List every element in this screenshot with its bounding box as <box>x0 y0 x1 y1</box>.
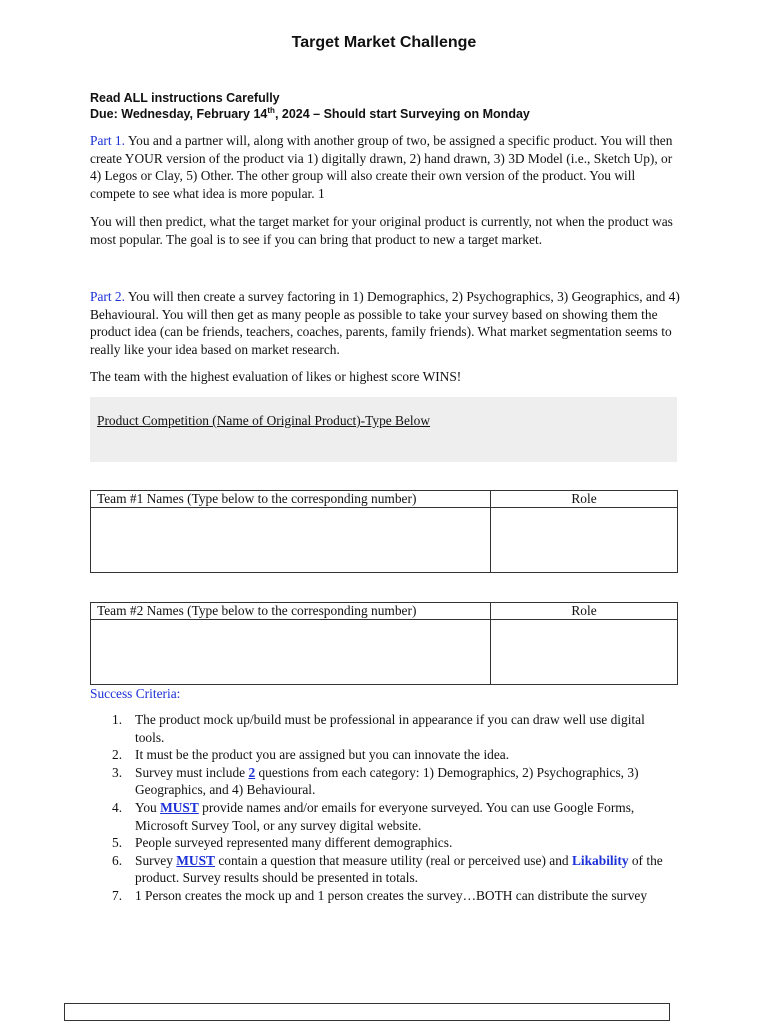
team1-role-header: Role <box>491 491 678 508</box>
part2-paragraph-2: The team with the highest evaluation of likes or highest score WINS! <box>90 369 462 384</box>
part1-paragraph <box>90 132 682 202</box>
product-competition-box[interactable] <box>90 397 677 462</box>
instructions-heading: Read ALL instructions Carefully <box>90 91 280 105</box>
item-text: People surveyed represented many different demographics. <box>135 835 453 851</box>
success-criteria-list <box>90 711 670 905</box>
item-number: 5. <box>112 835 123 851</box>
item-emphasis: Likability <box>571 852 629 868</box>
item-text: 1 Person creates the mock up and 1 person creates the survey…BOTH can distribute the survey <box>135 887 648 903</box>
item-text: contain a question that measure utility (real or perceived use) and <box>215 852 572 868</box>
team2-role-header: Role <box>491 603 678 620</box>
team1-table <box>90 490 678 573</box>
list-item <box>90 764 670 799</box>
list-item <box>90 834 670 852</box>
team1-role-cell[interactable] <box>491 508 678 573</box>
team2-table <box>90 602 678 685</box>
due-prefix: Due: Wednesday, February 14 <box>90 107 268 122</box>
item-text: Survey <box>135 852 177 868</box>
item-text: of the product. Survey results should be presented in totals. <box>135 852 663 886</box>
item-emphasis: MUST <box>176 852 215 868</box>
list-item <box>90 887 670 905</box>
team1-names-cell[interactable] <box>91 508 491 573</box>
due-date-heading <box>90 106 530 121</box>
item-number: 2. <box>112 747 123 763</box>
team1-names-header: Team #1 Names (Type below to the corresponding number) <box>91 491 491 508</box>
list-item <box>90 852 670 887</box>
item-text: provide names and/or emails for everyone surveyed. You can use Google Forms, Microsoft Survey Tool, or any survey digital website. <box>135 799 635 833</box>
item-text: questions from each category: 1) Demographics, 2) Psychographics, 3) Geographics, and 4) Behavioural. <box>135 764 639 798</box>
team2-names-cell[interactable] <box>91 620 491 685</box>
page-title: Target Market Challenge <box>291 34 477 51</box>
list-item <box>90 799 670 834</box>
due-sup: th <box>267 106 275 115</box>
footer-box <box>64 1003 670 1021</box>
item-number: 4. <box>112 799 123 815</box>
list-item <box>90 711 670 746</box>
item-text: Survey must include <box>135 764 249 780</box>
part2-label: Part 2. <box>90 289 125 304</box>
part1-text: You and a partner will, along with another group of two, be assigned a specific product. You will then create YOUR version of the product via 1) digitally drawn, 2) hand drawn, 3) 3D Model (i.e., Sketch Up), or 4) Legos or Clay, 5) Other. The other group will also create their own version of the product. You will compete to see what idea is more popular. 1 <box>90 133 673 201</box>
success-criteria-label: Success Criteria: <box>90 686 181 701</box>
item-emphasis: MUST <box>160 799 199 815</box>
item-number: 6. <box>112 852 123 868</box>
part2-text: You will then create a survey factoring in 1) Demographics, 2) Psychographics, 3) Geographics, and 4) Behavioural. You will then get as many people as possible to take your survey based on showing them the product idea (can be friends, teachers, coaches, parents, family friends). What market segmentation seems to really like your idea based on market research. <box>90 289 680 357</box>
item-number: 3. <box>112 764 123 780</box>
part1-paragraph-2: You will then predict, what the target market for your original product is currently, not when the product was most popular. The goal is to see if you can bring that product to new a target market. <box>90 214 673 247</box>
part1-label: Part 1. <box>90 133 125 148</box>
team2-role-cell[interactable] <box>491 620 678 685</box>
item-text: You <box>135 799 161 815</box>
item-number: 7. <box>112 887 123 903</box>
item-text: It must be the product you are assigned but you can innovate the idea. <box>135 747 510 763</box>
team2-names-header: Team #2 Names (Type below to the corresponding number) <box>91 603 491 620</box>
list-item <box>90 746 670 764</box>
item-emphasis: 2 <box>248 764 256 780</box>
product-competition-label: Product Competition (Name of Original Product)-Type Below <box>97 413 431 428</box>
due-suffix: , 2024 – Should start Surveying on Monday <box>274 107 530 122</box>
part2-paragraph <box>90 288 682 358</box>
item-text: The product mock up/build must be professional in appearance if you can draw well use digital tools. <box>135 712 645 745</box>
item-number: 1. <box>112 712 123 727</box>
